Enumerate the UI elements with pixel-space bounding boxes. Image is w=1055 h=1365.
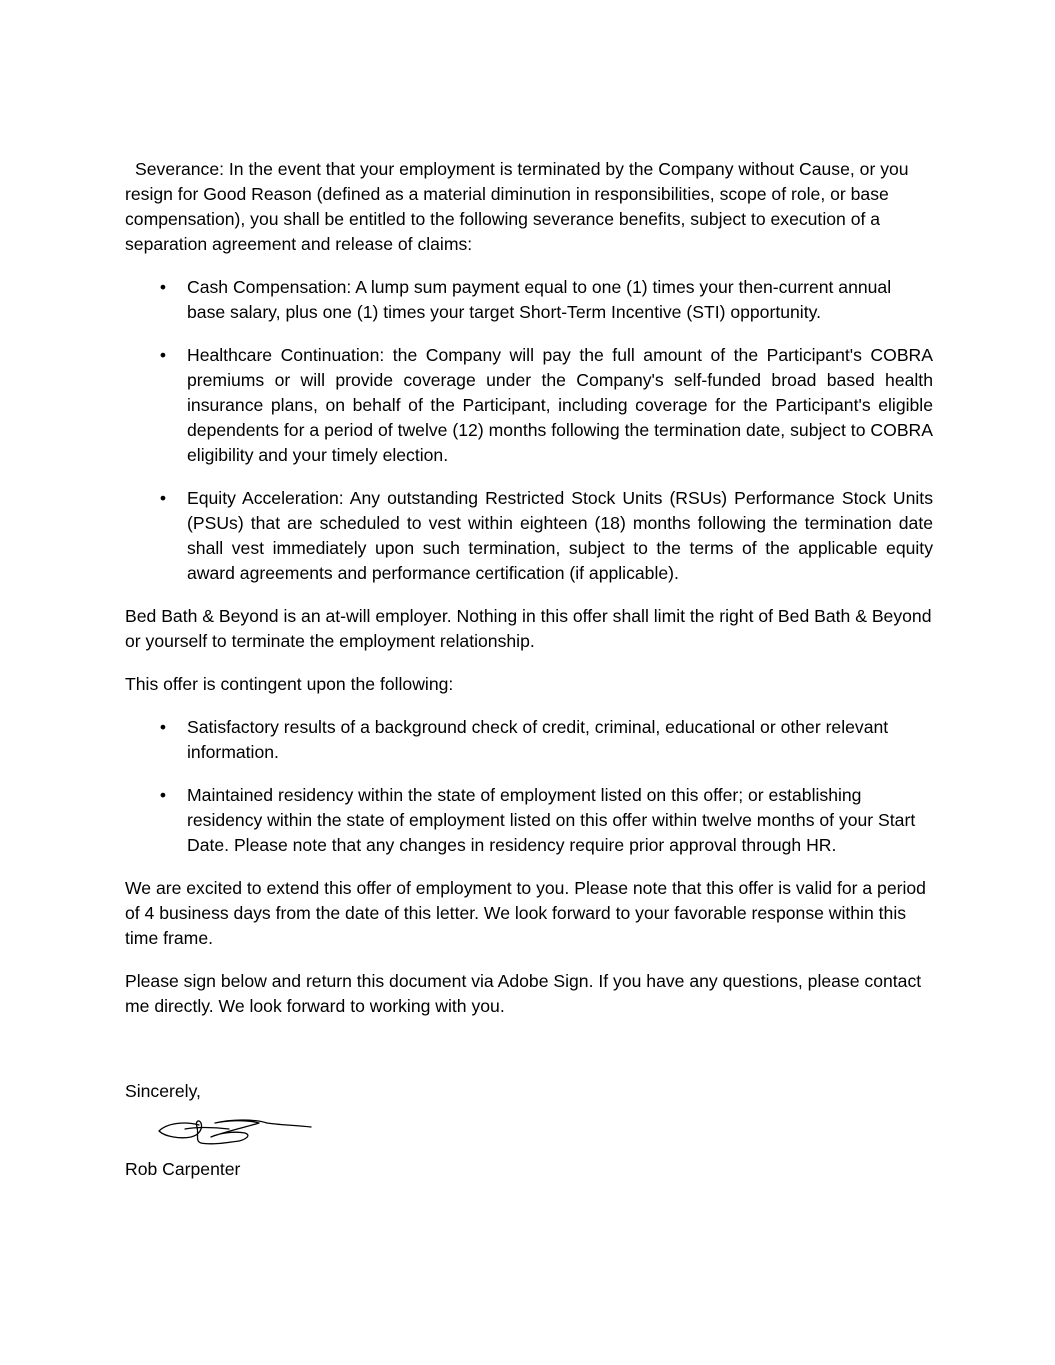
bullet-icon: •	[159, 488, 167, 508]
offer-letter-page	[125, 157, 933, 1182]
equity-acceleration-text: Equity Acceleration: Any outstanding Restricted Stock Units (RSUs) Performance Stock Units (PSUs) that are scheduled to vest within eighteen (18) months following the termination date shall vest immediately upon such termination, subject to the terms of the applicable equity award agreements and performance certification (if applicable).	[187, 488, 933, 583]
sign-request-paragraph: Please sign below and return this document via Adobe Sign. If you have any questions, please contact me directly. We look forward to working with you.	[125, 971, 922, 1016]
list-item-residency	[125, 783, 933, 858]
severance-paragraph	[125, 157, 933, 257]
list-item-background-check	[125, 715, 933, 765]
bullet-icon: •	[159, 717, 167, 737]
bullet-icon: •	[159, 785, 167, 805]
list-item-equity-acceleration	[125, 486, 933, 586]
residency-text: Maintained residency within the state of employment listed on this offer; or establishing residency within the state of employment listed on this offer within twelve months of your Start Date. Please note that any changes in residency require prior approval through HR.	[187, 785, 916, 855]
bullet-icon: •	[159, 277, 167, 297]
at-will-paragraph: Bed Bath & Beyond is an at-will employer. Nothing in this offer shall limit the right of Bed Bath & Beyond or yourself to terminate the employment relationship.	[125, 606, 932, 651]
list-item-healthcare-continuation	[125, 343, 933, 468]
closing-salutation: Sincerely,	[125, 1081, 201, 1101]
severance-text: Severance: In the event that your employment is terminated by the Company without Cause, or you resign for Good Reason (defined as a material diminution in responsibilities, scope of role, or base compensation), you shall be entitled to the following severance benefits, subject to execution of a separation agreement and release of claims:	[125, 159, 909, 254]
signer-name: Rob Carpenter	[125, 1159, 241, 1179]
cash-compensation-text: Cash Compensation: A lump sum payment equal to one (1) times your then-current annual base salary, plus one (1) times your target Short-Term Incentive (STI) opportunity.	[187, 277, 892, 322]
list-item-cash-compensation	[125, 275, 933, 325]
severance-benefits-list	[125, 275, 933, 586]
handwritten-signature-icon	[155, 1109, 933, 1157]
contingent-intro: This offer is contingent upon the following:	[125, 674, 454, 694]
background-check-text: Satisfactory results of a background check of credit, criminal, educational or other relevant information.	[187, 717, 889, 762]
healthcare-continuation-text: Healthcare Continuation: the Company will pay the full amount of the Participant's COBRA premiums or will provide coverage under the Company's self-funded broad based health insurance plans, on behalf of the Participant, including coverage for the Participant's eligible dependents for a period of twelve (12) months following the termination date, subject to COBRA eligibility and your timely election.	[187, 345, 933, 465]
contingency-list	[125, 715, 933, 858]
bullet-icon: •	[159, 345, 167, 365]
offer-validity-paragraph: We are excited to extend this offer of employment to you. Please note that this offer is valid for a period of 4 business days from the date of this letter. We look forward to your favorable response within this time frame.	[125, 878, 926, 948]
